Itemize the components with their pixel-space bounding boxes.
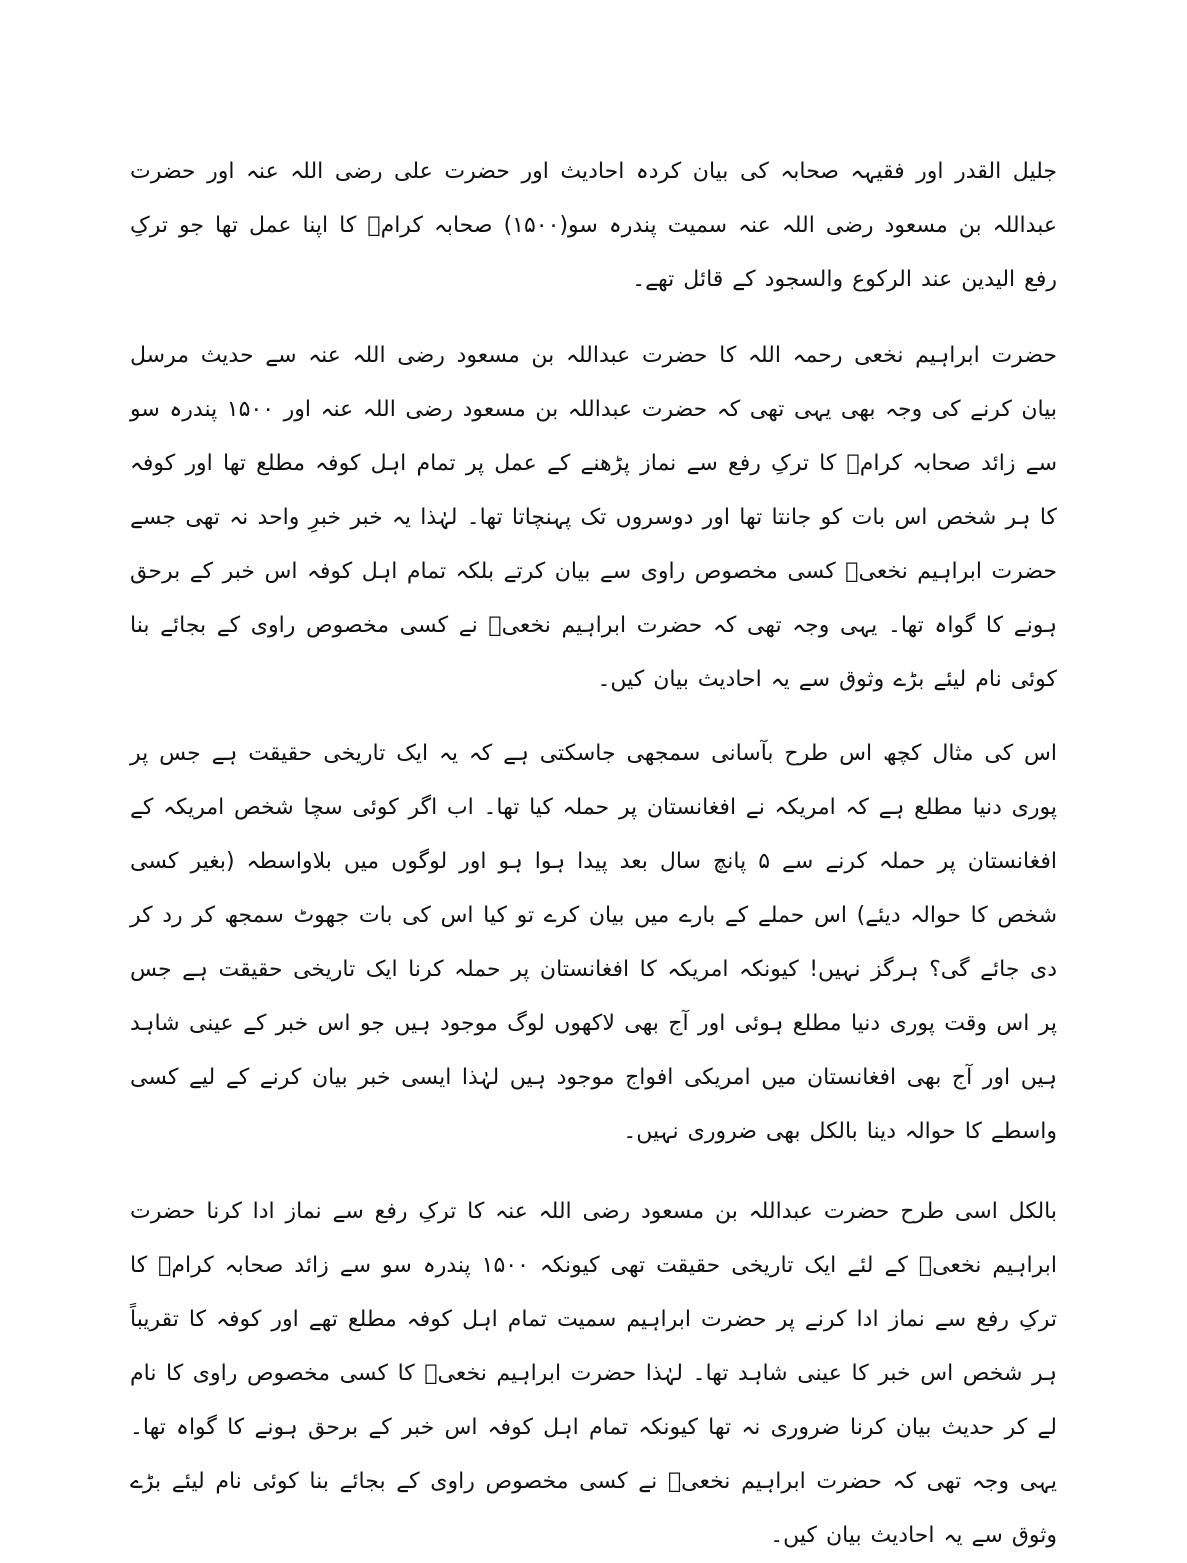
document-body <box>130 145 1057 1563</box>
paragraph-2: حضرت ابراہیم نخعی رحمہ اللہ کا حضرت عبداللہ بن مسعود رضی اللہ عنہ سے حدیث مرسل بیان کرنے کی وجہ بھی یہی تھی کہ حضرت عبداللہ بن مسعود رضی اللہ عنہ اور ۱۵۰۰ پندرہ سو سے زائد صحابہ کرامؓ کا ترکِ رفع سے نماز پڑھنے کے عمل پر تمام اہل کوفہ مطلع تھا اور کوفہ کا ہر شخص اس بات کو جانتا تھا اور دوسروں تک پہنچاتا تھا۔ لہٰذا یہ خبر خبرِ واحد نہ تھی جسے حضرت ابراہیم نخعیؒ کسی مخصوص راوی سے بیان کرتے بلکہ تمام اہل کوفہ اس خبر کے برحق ہونے کا گواہ تھا۔ یہی وجہ تھی کہ حضرت ابراہیم نخعیؒ نے کسی مخصوص راوی کے بجائے بنا کوئی نام لیئے بڑے وثوق سے یہ احادیث بیان کیں۔ <box>130 343 1058 692</box>
paragraph-4: بالکل اسی طرح حضرت عبداللہ بن مسعود رضی اللہ عنہ کا ترکِ رفع سے نماز ادا کرنا حضرت ابراہیم نخعیؒ کے لئے ایک تاریخی حقیقت تھی کیونکہ ۱۵۰۰ پندرہ سو سے زائد صحابہ کرامؓ کا ترکِ رفع سے نماز ادا کرنے پر حضرت ابراہیم سمیت تمام اہل کوفہ مطلع تھے اور کوفہ کا تقریباً ہر شخص اس خبر کا عینی شاہد تھا۔ لہٰذا حضرت ابراہیم نخعیؒ کا کسی مخصوص راوی کا نام لے کر حدیث بیان کرنا ضروری نہ تھا کیونکہ تمام اہل کوفہ اس خبر کے برحق ہونے کا گواہ تھا۔ یہی وجہ تھی کہ حضرت ابراہیم نخعیؒ نے کسی مخصوص راوی کے بجائے بنا کوئی نام لیئے بڑے وثوق سے یہ احادیث بیان کیں۔ <box>130 1199 1057 1548</box>
paragraph-1: جلیل القدر اور فقیہہ صحابہ کی بیان کردہ احادیث اور حضرت علی رضی اللہ عنہ اور حضرت عبداللہ بن مسعود رضی اللہ عنہ سمیت پندرہ سو(۱۵۰۰) صحابہ کرامؓ کا اپنا عمل تھا جو ترکِ رفع الیدین عند الرکوع والسجود کے قائل تھے۔ <box>130 159 1057 292</box>
paragraph-3: اس کی مثال کچھ اس طرح بآسانی سمجھی جاسکتی ہے کہ یہ ایک تاریخی حقیقت ہے جس پر پوری دنیا مطلع ہے کہ امریکہ نے افغانستان پر حملہ کیا تھا۔ اب اگر کوئی سچا شخص امریکہ کے افغانستان پر حملہ کرنے سے ۵ پانچ سال بعد پیدا ہوا ہو اور لوگوں میں بلاواسطہ (بغیر کسی شخص کا حوالہ دیئے) اس حملے کے بارے میں بیان کرے تو کیا اس کی بات جھوٹ سمجھ کر رد کر دی جائے گی؟ ہرگز نہیں! کیونکہ امریکہ کا افغانستان پر حملہ کرنا ایک تاریخی حقیقت ہے جس پر اس وقت پوری دنیا مطلع ہوئی اور آج بھی لاکھوں لوگ موجود ہیں جو اس خبر کے عینی شاہد ہیں اور آج بھی افغانستان میں امریکی افواج موجود ہیں لہٰذا ایسی خبر بیان کرنے کے لیے کسی واسطے کا حوالہ دینا بالکل بھی ضروری نہیں۔ <box>130 741 1057 1144</box>
